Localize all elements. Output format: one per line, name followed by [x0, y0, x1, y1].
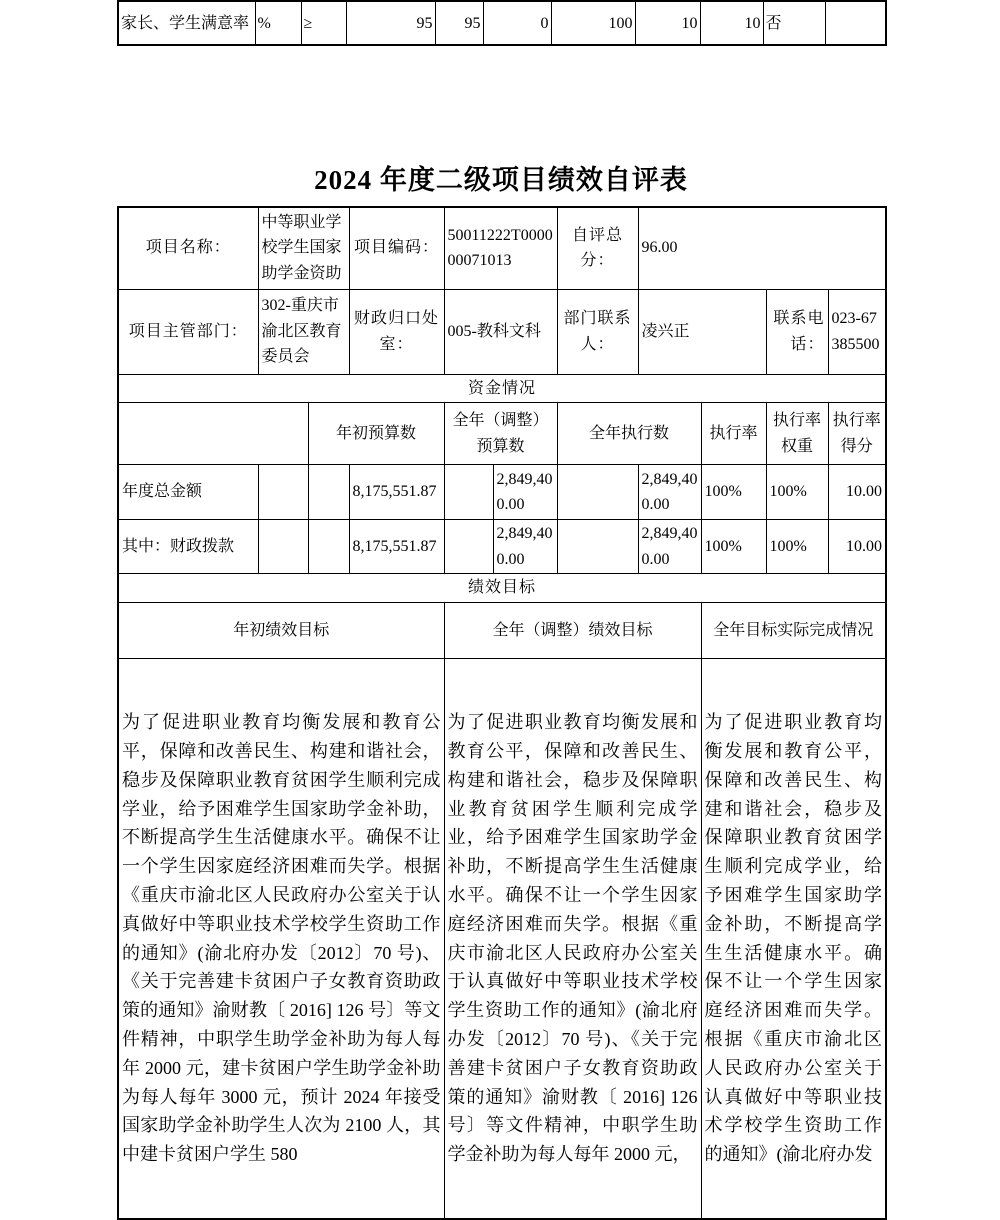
- phone-value: 023-67385500: [828, 289, 886, 374]
- goals-initial-text: 为了促进职业教育均衡发展和教育公平，保障和改善民生、构建和谐社会，稳步及保障职业教育贫困学生顺利完成学业，给予困难学生国家助学金补助，不断提高学生生活健康水平。确保不让一个学生因家庭经济困难而失学。根据《重庆市渝北区人民政府办公室关于认真做好中等职业技术学校学生资助工作的通知》(渝北府办发〔2012〕70 号)、《关于完善建卡贫困户子女教育资助政策的通知》渝财教〔 2016] 126 号〕等文件精神，中职学生助学金补助为每人每年 2000 元，建卡贫困户学生助学金补助为每人每年 3000 元，预计 2024 年接受国家助学金补助学生人次为 2100 人，其中建卡贫困户学生 580: [118, 659, 444, 1219]
- funds-rate-value: 100%: [701, 465, 766, 520]
- project-info-row: [118, 207, 886, 289]
- funds-header-rate-score: 执行率得分: [828, 403, 886, 465]
- satisfaction-row: [118, 1, 886, 45]
- indicator-value-cell: 10: [700, 1, 763, 45]
- page-title: 2024 年度二级项目绩效自评表: [314, 165, 688, 195]
- project-code-label: 项目编码：: [349, 207, 444, 289]
- satisfaction-indicator-table: [117, 0, 887, 46]
- self-score-value: 96.00: [638, 207, 886, 289]
- goals-text-row: [118, 659, 886, 1219]
- funds-header-empty: [118, 403, 308, 465]
- funds-header-row: [118, 403, 886, 465]
- funds-empty-cell: [258, 465, 308, 520]
- funds-rate-score-value: 10.00: [828, 520, 886, 574]
- indicator-name-cell: 家长、学生满意率: [118, 1, 255, 45]
- self-evaluation-table: [117, 206, 887, 1220]
- goals-adjusted-text: 为了促进职业教育均衡发展和教育公平，保障和改善民生、构建和谐社会，稳步及保障职业教育贫困学生顺利完成学业，给予困难学生国家助学金补助，不断提高学生生活健康水平。确保不让一个学生因家庭经济困难而失学。根据《重庆市渝北区人民政府办公室关于认真做好中等职业技术学校学生资助工作的通知》(渝北府办发〔2012〕70 号)、《关于完善建卡贫困户子女教育资助政策的通知》渝财教〔 2016] 126 号〕等文件精神，中职学生助学金补助为每人每年 2000 元，: [444, 659, 701, 1219]
- contact-value: 凌兴正: [638, 289, 766, 374]
- funds-header-adjusted-budget: 全年（调整）预算数: [444, 403, 557, 465]
- phone-label: 联系电话：: [766, 289, 828, 374]
- project-name-label: 项目名称：: [118, 207, 258, 289]
- contact-label: 部门联系人：: [557, 289, 638, 374]
- funds-empty-cell: [557, 465, 638, 520]
- goals-section-title: 绩效目标: [118, 574, 886, 603]
- funds-header-rate: 执行率: [701, 403, 766, 465]
- funds-empty-cell: [308, 465, 349, 520]
- funds-header-rate-weight: 执行率权重: [766, 403, 828, 465]
- dept-info-row: [118, 289, 886, 374]
- goals-header-initial: 年初绩效目标: [118, 603, 444, 659]
- funds-empty-cell: [557, 520, 638, 574]
- funds-rate-weight-value: 100%: [766, 465, 828, 520]
- project-code-value: 50011222T000000071013: [444, 207, 557, 289]
- goals-section-row: [118, 574, 886, 603]
- funds-empty-cell: [258, 520, 308, 574]
- finance-office-value: 005-教科文科: [444, 289, 557, 374]
- self-score-label: 自评总分：: [557, 207, 638, 289]
- goals-header-adjusted: 全年（调整）绩效目标: [444, 603, 701, 659]
- funds-empty-cell: [444, 520, 493, 574]
- indicator-value-cell: 0: [483, 1, 551, 45]
- funds-row-label: 年度总金额: [118, 465, 258, 520]
- funds-rate-value: 100%: [701, 520, 766, 574]
- funds-executed-value: 2,849,400.00: [638, 520, 701, 574]
- indicator-unit-cell: %: [255, 1, 301, 45]
- indicator-value-cell: 100: [551, 1, 635, 45]
- funds-adjusted-budget-value: 2,849,400.00: [493, 520, 557, 574]
- funds-row-label: 其中：财政拨款: [118, 520, 258, 574]
- funds-header-executed: 全年执行数: [557, 403, 701, 465]
- project-name-value: 中等职业学校学生国家助学金资助: [258, 207, 349, 289]
- goals-actual-text: 为了促进职业教育均衡发展和教育公平，保障和改善民生、构建和谐社会，稳步及保障职业教育贫困学生顺利完成学业，给予困难学生国家助学金补助，不断提高学生生活健康水平。确保不让一个学生因家庭经济困难而失学。根据《重庆市渝北区人民政府办公室关于认真做好中等职业技术学校学生资助工作的通知》(渝北府办发: [701, 659, 886, 1219]
- funds-empty-cell: [308, 520, 349, 574]
- indicator-value-cell: 10: [635, 1, 700, 45]
- indicator-empty-cell: [825, 1, 886, 45]
- indicator-flag-cell: 否: [763, 1, 825, 45]
- goals-header-actual: 全年目标实际完成情况: [701, 603, 886, 659]
- dept-value: 302-重庆市渝北区教育委员会: [258, 289, 349, 374]
- finance-office-label: 财政归口处室：: [349, 289, 444, 374]
- funds-row-total: [118, 465, 886, 520]
- funds-initial-budget-value: 8,175,551.87: [349, 520, 444, 574]
- funds-section-row: [118, 374, 886, 403]
- goals-header-row: [118, 603, 886, 659]
- funds-adjusted-budget-value: 2,849,400.00: [493, 465, 557, 520]
- funds-empty-cell: [444, 465, 493, 520]
- document-page: [117, 0, 885, 1220]
- funds-section-title: 资金情况: [118, 374, 886, 403]
- funds-header-initial-budget: 年初预算数: [308, 403, 444, 465]
- dept-label: 项目主管部门：: [118, 289, 258, 374]
- indicator-value-cell: 95: [435, 1, 483, 45]
- funds-rate-score-value: 10.00: [828, 465, 886, 520]
- indicator-value-cell: 95: [346, 1, 435, 45]
- funds-rate-weight-value: 100%: [766, 520, 828, 574]
- funds-row-fiscal: [118, 520, 886, 574]
- indicator-operator-cell: ≥: [301, 1, 346, 45]
- funds-executed-value: 2,849,400.00: [638, 465, 701, 520]
- funds-initial-budget-value: 8,175,551.87: [349, 465, 444, 520]
